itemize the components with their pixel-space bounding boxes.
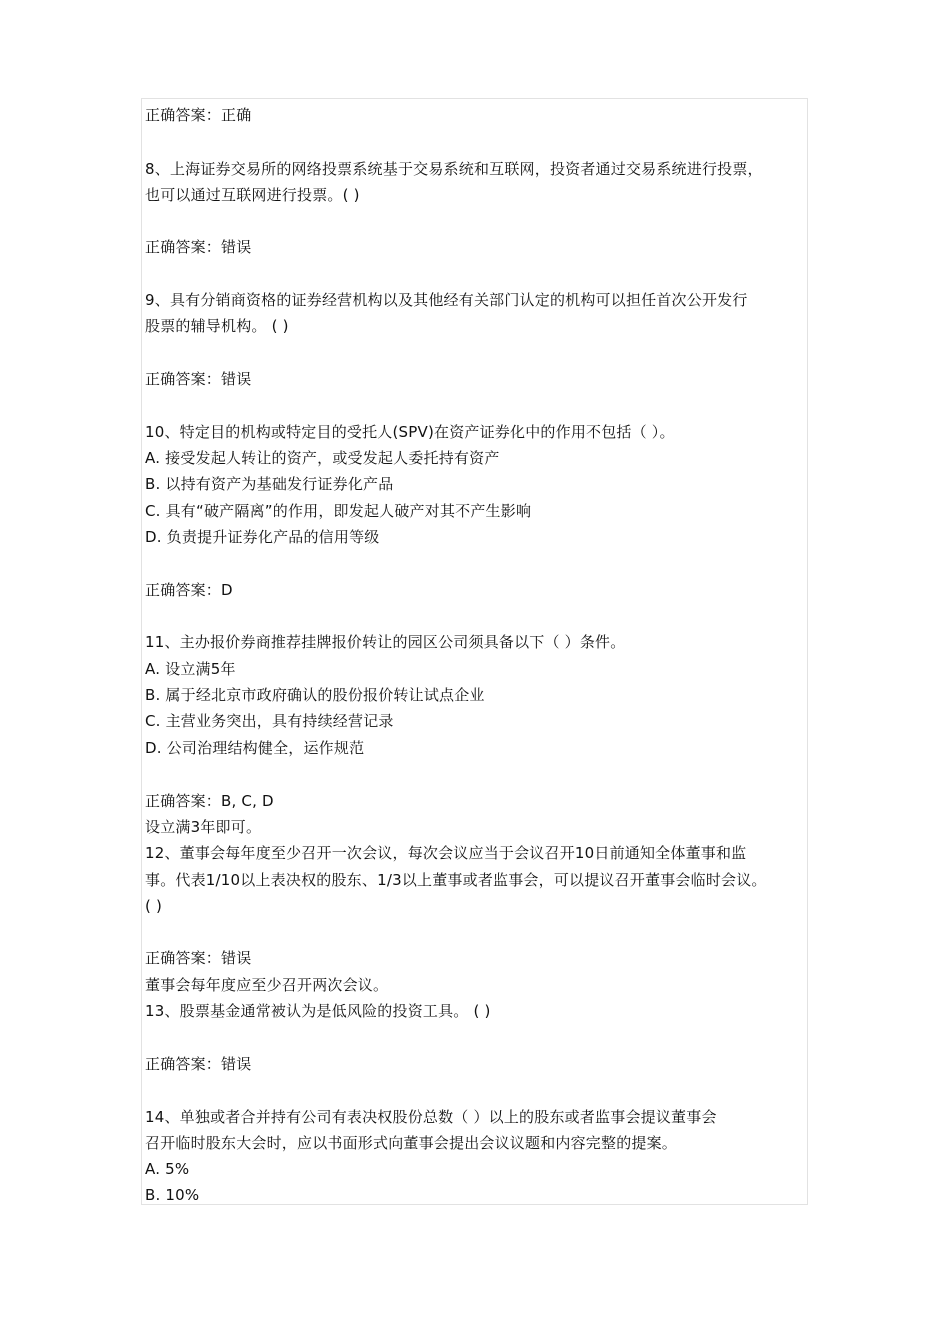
document-page	[141, 98, 808, 1205]
question-11-option-a: A. 设立满5年	[145, 660, 236, 678]
question-10: 10、特定目的机构或特定目的受托人(SPV)在资产证券化中的作用不包括（ ）。	[145, 423, 675, 441]
answer-q12: 正确答案：错误	[145, 949, 252, 967]
question-14-line-2: 召开临时股东大会时，应以书面形式向董事会提出会议议题和内容完整的提案。	[145, 1134, 678, 1152]
question-8-line-2: 也可以通过互联网进行投票。( )	[145, 186, 360, 204]
answer-q7: 正确答案：正确	[145, 106, 252, 124]
question-13: 13、股票基金通常被认为是低风险的投资工具。 ( )	[145, 1002, 491, 1020]
question-14-option-b: B. 10%	[145, 1186, 200, 1204]
question-9-line-2: 股票的辅导机构。 ( )	[145, 317, 289, 335]
question-14-line-1: 14、单独或者合并持有公司有表决权股份总数（ ）以上的股东或者监事会提议董事会	[145, 1108, 717, 1126]
answer-q13: 正确答案：错误	[145, 1055, 252, 1073]
question-12-line-3: ( )	[145, 897, 163, 915]
question-10-option-b: B. 以持有资产为基础发行证券化产品	[145, 475, 394, 493]
question-14-option-a: A. 5%	[145, 1160, 190, 1178]
question-12-line-2: 事。代表1/10以上表决权的股东、1/3以上董事或者监事会，可以提议召开董事会临时会议。	[145, 871, 767, 889]
question-8-line-1: 8、上海证券交易所的网络投票系统基于交易系统和互联网，投资者通过交易系统进行投票，	[145, 160, 763, 178]
explanation-q12: 董事会每年度应至少召开两次会议。	[145, 976, 389, 994]
question-11: 11、主办报价券商推荐挂牌报价转让的园区公司须具备以下（ ）条件。	[145, 633, 626, 651]
question-11-option-b: B. 属于经北京市政府确认的股份报价转让试点企业	[145, 686, 485, 704]
question-11-option-c: C. 主营业务突出，具有持续经营记录	[145, 712, 394, 730]
explanation-q11: 设立满3年即可。	[145, 818, 262, 836]
answer-q9: 正确答案：错误	[145, 370, 252, 388]
answer-q8: 正确答案：错误	[145, 238, 252, 256]
question-10-option-c: C. 具有“破产隔离”的作用，即发起人破产对其不产生影响	[145, 502, 532, 520]
question-12-line-1: 12、董事会每年度至少召开一次会议，每次会议应当于会议召开10日前通知全体董事和监	[145, 844, 747, 862]
answer-q10: 正确答案：D	[145, 581, 233, 599]
question-10-option-a: A. 接受发起人转让的资产，或受发起人委托持有资产	[145, 449, 500, 467]
question-9-line-1: 9、具有分销商资格的证券经营机构以及其他经有关部门认定的机构可以担任首次公开发行	[145, 291, 748, 309]
question-10-option-d: D. 负责提升证券化产品的信用等级	[145, 528, 380, 546]
question-11-option-d: D. 公司治理结构健全，运作规范	[145, 739, 365, 757]
answer-q11: 正确答案：B, C, D	[145, 792, 274, 810]
